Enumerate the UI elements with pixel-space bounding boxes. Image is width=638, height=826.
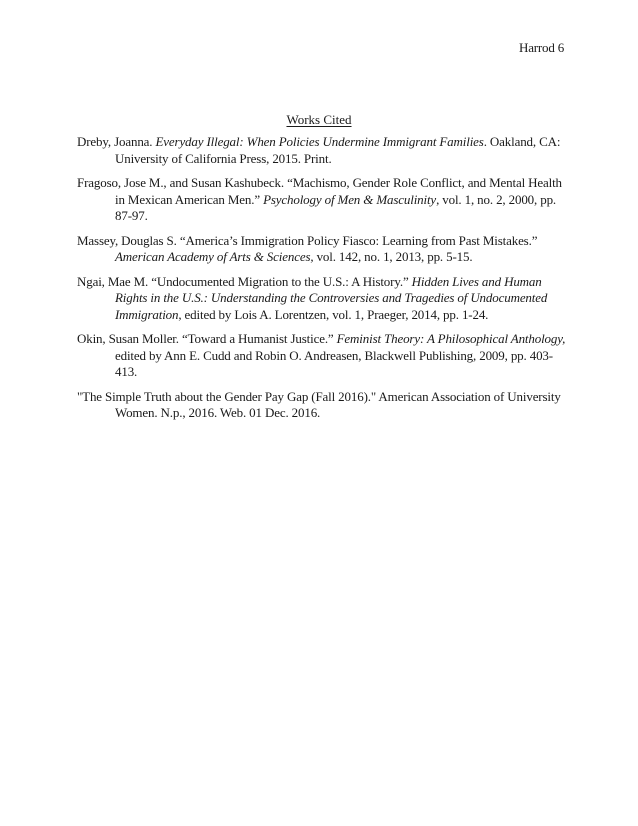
- citation-text: Dreby, Joanna.: [77, 134, 156, 149]
- citation-entry: [77, 134, 567, 167]
- citation-text: , edited by Lois A. Lorentzen, vol. 1, Praeger, 2014, pp. 1-24.: [178, 306, 489, 322]
- citation-entry: [77, 331, 567, 381]
- citation-entry: [77, 274, 567, 324]
- citation-text: Ngai, Mae M. “Undocumented Migration to the U.S.: A History.”: [77, 273, 412, 289]
- citation-source-title: Psychology of Men & Masculinity: [263, 191, 437, 207]
- citation-source-title: Everyday Illegal: When Policies Undermine Immigrant Families: [155, 134, 484, 149]
- citation-text: edited by Ann E. Cudd and Robin O. Andreasen, Blackwell Publishing, 2009, pp. 403-413.: [115, 347, 553, 379]
- running-head: Harrod 6: [519, 40, 564, 55]
- citation-text: , vol. 1, no. 2, 2000, pp. 87-97.: [115, 191, 557, 223]
- citation-text: vol. 142, no. 1, 2013, pp. 5-15.: [313, 249, 473, 264]
- citation-source-title: Hidden Lives and Human Rights in the U.S.: Understanding the Controversies and Tragedies of Undocumented Immigration: [115, 273, 548, 322]
- citation-source-title: American Academy of Arts & Sciences,: [115, 249, 314, 264]
- works-cited-title: Works Cited: [286, 112, 352, 127]
- works-cited-list: [77, 134, 567, 430]
- citation-text: Massey, Douglas S. “America’s Immigration Policy Fiasco: Learning from Past Mistakes.”: [77, 232, 538, 248]
- citation-text: . Oakland, CA: University of California Press, 2015. Print.: [115, 134, 561, 166]
- citation-text: "The Simple Truth about the Gender Pay Gap (Fall 2016)." American Association of University Women. N.p., 2016. Web. 01 Dec. 2016.: [77, 388, 561, 420]
- citation-source-title: Feminist Theory: A Philosophical Anthology,: [336, 331, 566, 346]
- citation-entry: [77, 175, 567, 225]
- citation-text: Okin, Susan Moller. “Toward a Humanist Justice.”: [77, 331, 337, 346]
- citation-text: Fragoso, Jose M., and Susan Kashubeck. “Machismo, Gender Role Conflict, and Mental Health in Mexican American Men.”: [77, 175, 562, 207]
- citation-entry: [77, 233, 567, 266]
- citation-entry: [77, 389, 567, 422]
